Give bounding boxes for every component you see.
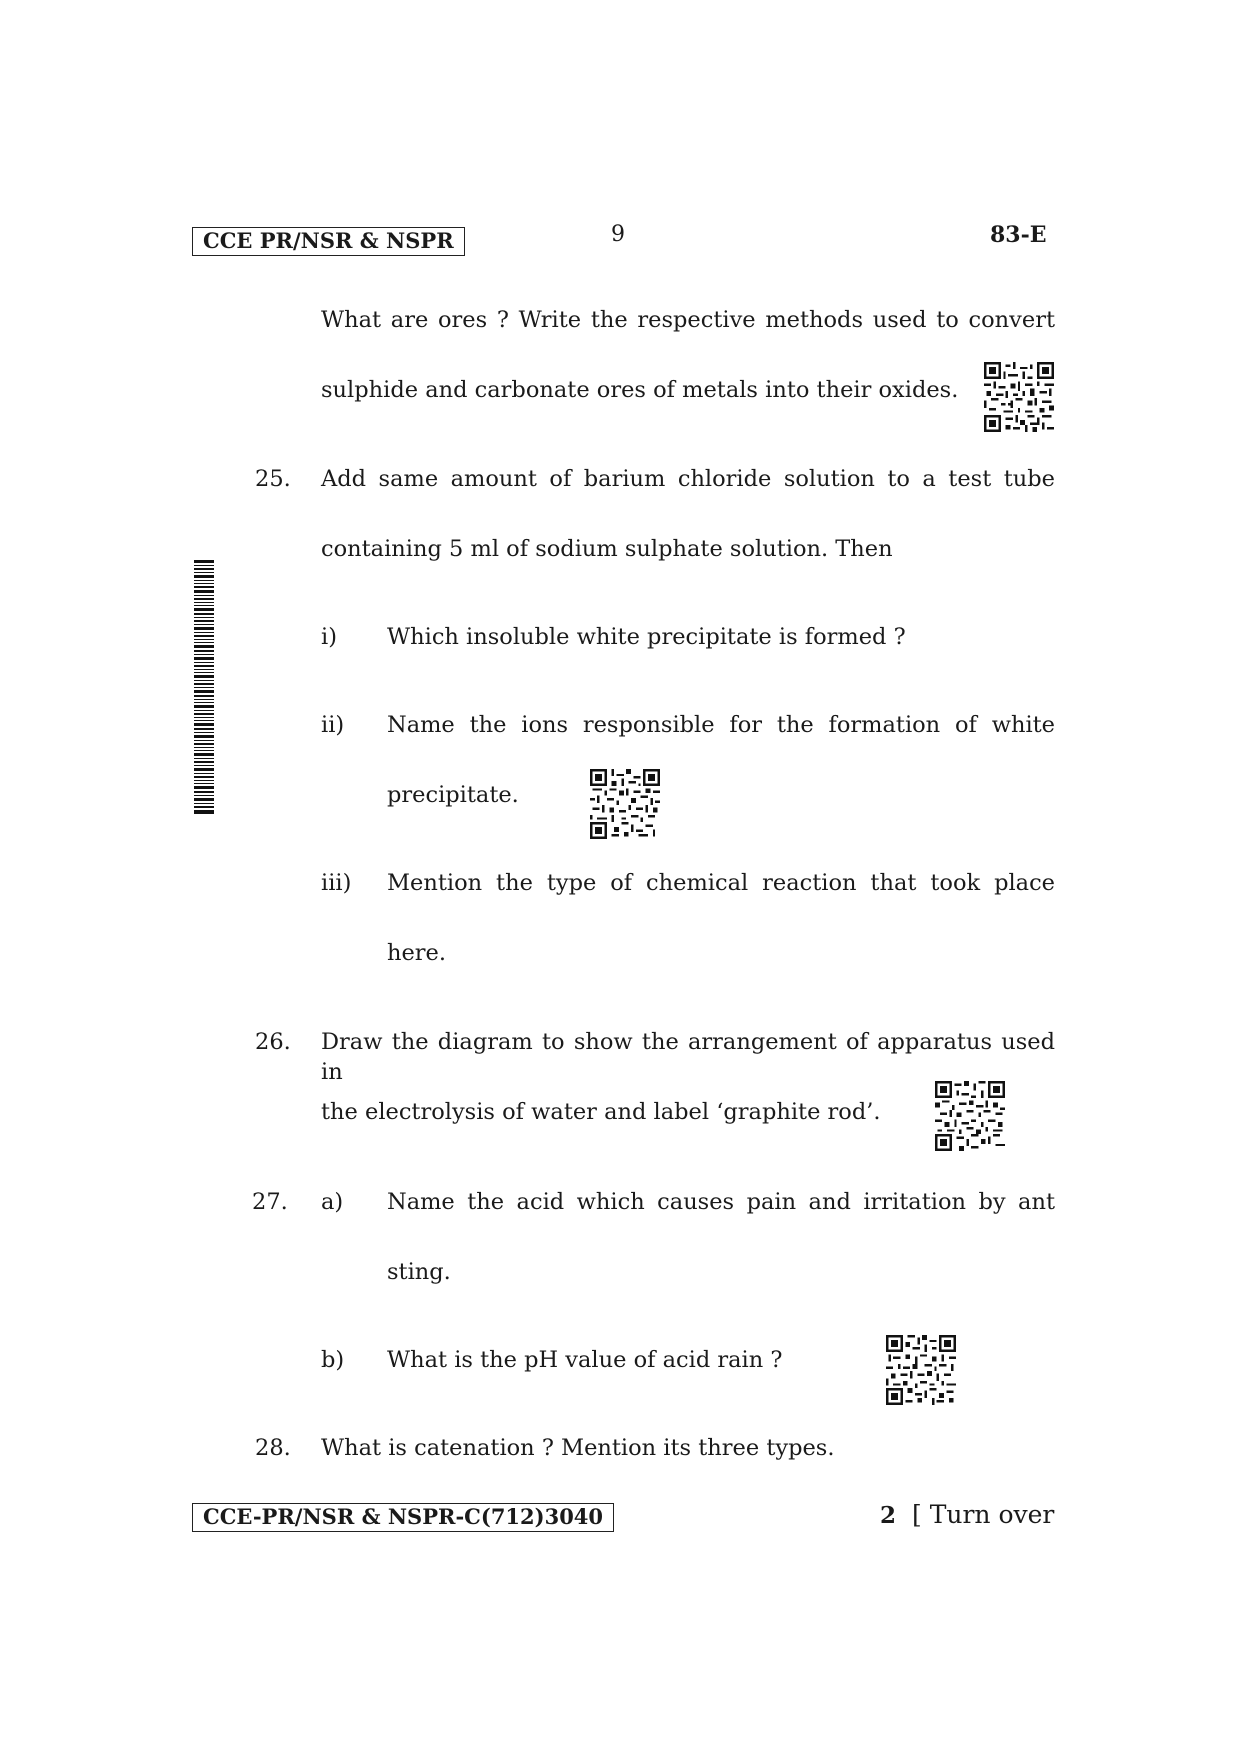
q26-line1: Draw the diagram to show the arrangement of apparatus used in [321,1029,1055,1085]
q25-part-iii-line2: here. [387,940,447,966]
q27-part-a-line1: Name the acid which causes pain and irritation by ant [387,1189,1055,1215]
q25-number: 25. [255,466,291,492]
bracket: [ [911,1500,922,1529]
qr-code-icon [935,1081,1005,1151]
qr-code-icon [886,1335,956,1405]
q27-part-b-text: What is the pH value of acid rain ? [387,1347,783,1373]
page-number: 9 [611,222,625,247]
q25-line1: Add same amount of barium chloride solution to a test tube [321,466,1055,492]
footer-turn-over [880,1500,1054,1529]
q24-line1: What are ores ? Write the respective methods used to convert [321,307,1055,333]
q24-line2: sulphide and carbonate ores of metals into their oxides. [321,377,959,403]
q27-part-a-label: a) [321,1189,344,1215]
q25-part-ii-line2: precipitate. [387,782,519,808]
q25-line2: containing 5 ml of sodium sulphate solution. Then [321,536,893,562]
q28-text: What is catenation ? Mention its three types. [321,1435,835,1461]
q28-number: 28. [255,1435,291,1461]
q25-part-iii-label: iii) [321,870,352,896]
q27-part-b-label: b) [321,1347,345,1373]
q27-part-a-line2: sting. [387,1259,451,1285]
footer-series-box: CCE-PR/NSR & NSPR-C(712)3040 [192,1503,614,1532]
header-series-box: CCE PR/NSR & NSPR [192,227,465,256]
q25-part-ii-label: ii) [321,712,345,738]
q26-line2: the electrolysis of water and label ‘graphite rod’. [321,1099,881,1125]
q26-number: 26. [255,1029,291,1055]
sheet-number: 2 [880,1502,897,1529]
paper-code: 83-E [990,222,1047,248]
barcode-icon [194,560,214,814]
qr-code-icon [590,769,660,839]
q25-part-i-label: i) [321,624,337,650]
q25-part-ii-line1: Name the ions responsible for the formation of white [387,712,1055,738]
turn-over-text: Turn over [929,1500,1055,1529]
q25-part-i-text: Which insoluble white precipitate is formed ? [387,624,906,650]
q25-part-iii-line1: Mention the type of chemical reaction that took place [387,870,1055,896]
qr-code-icon [984,362,1054,432]
q27-number: 27. [252,1189,288,1215]
